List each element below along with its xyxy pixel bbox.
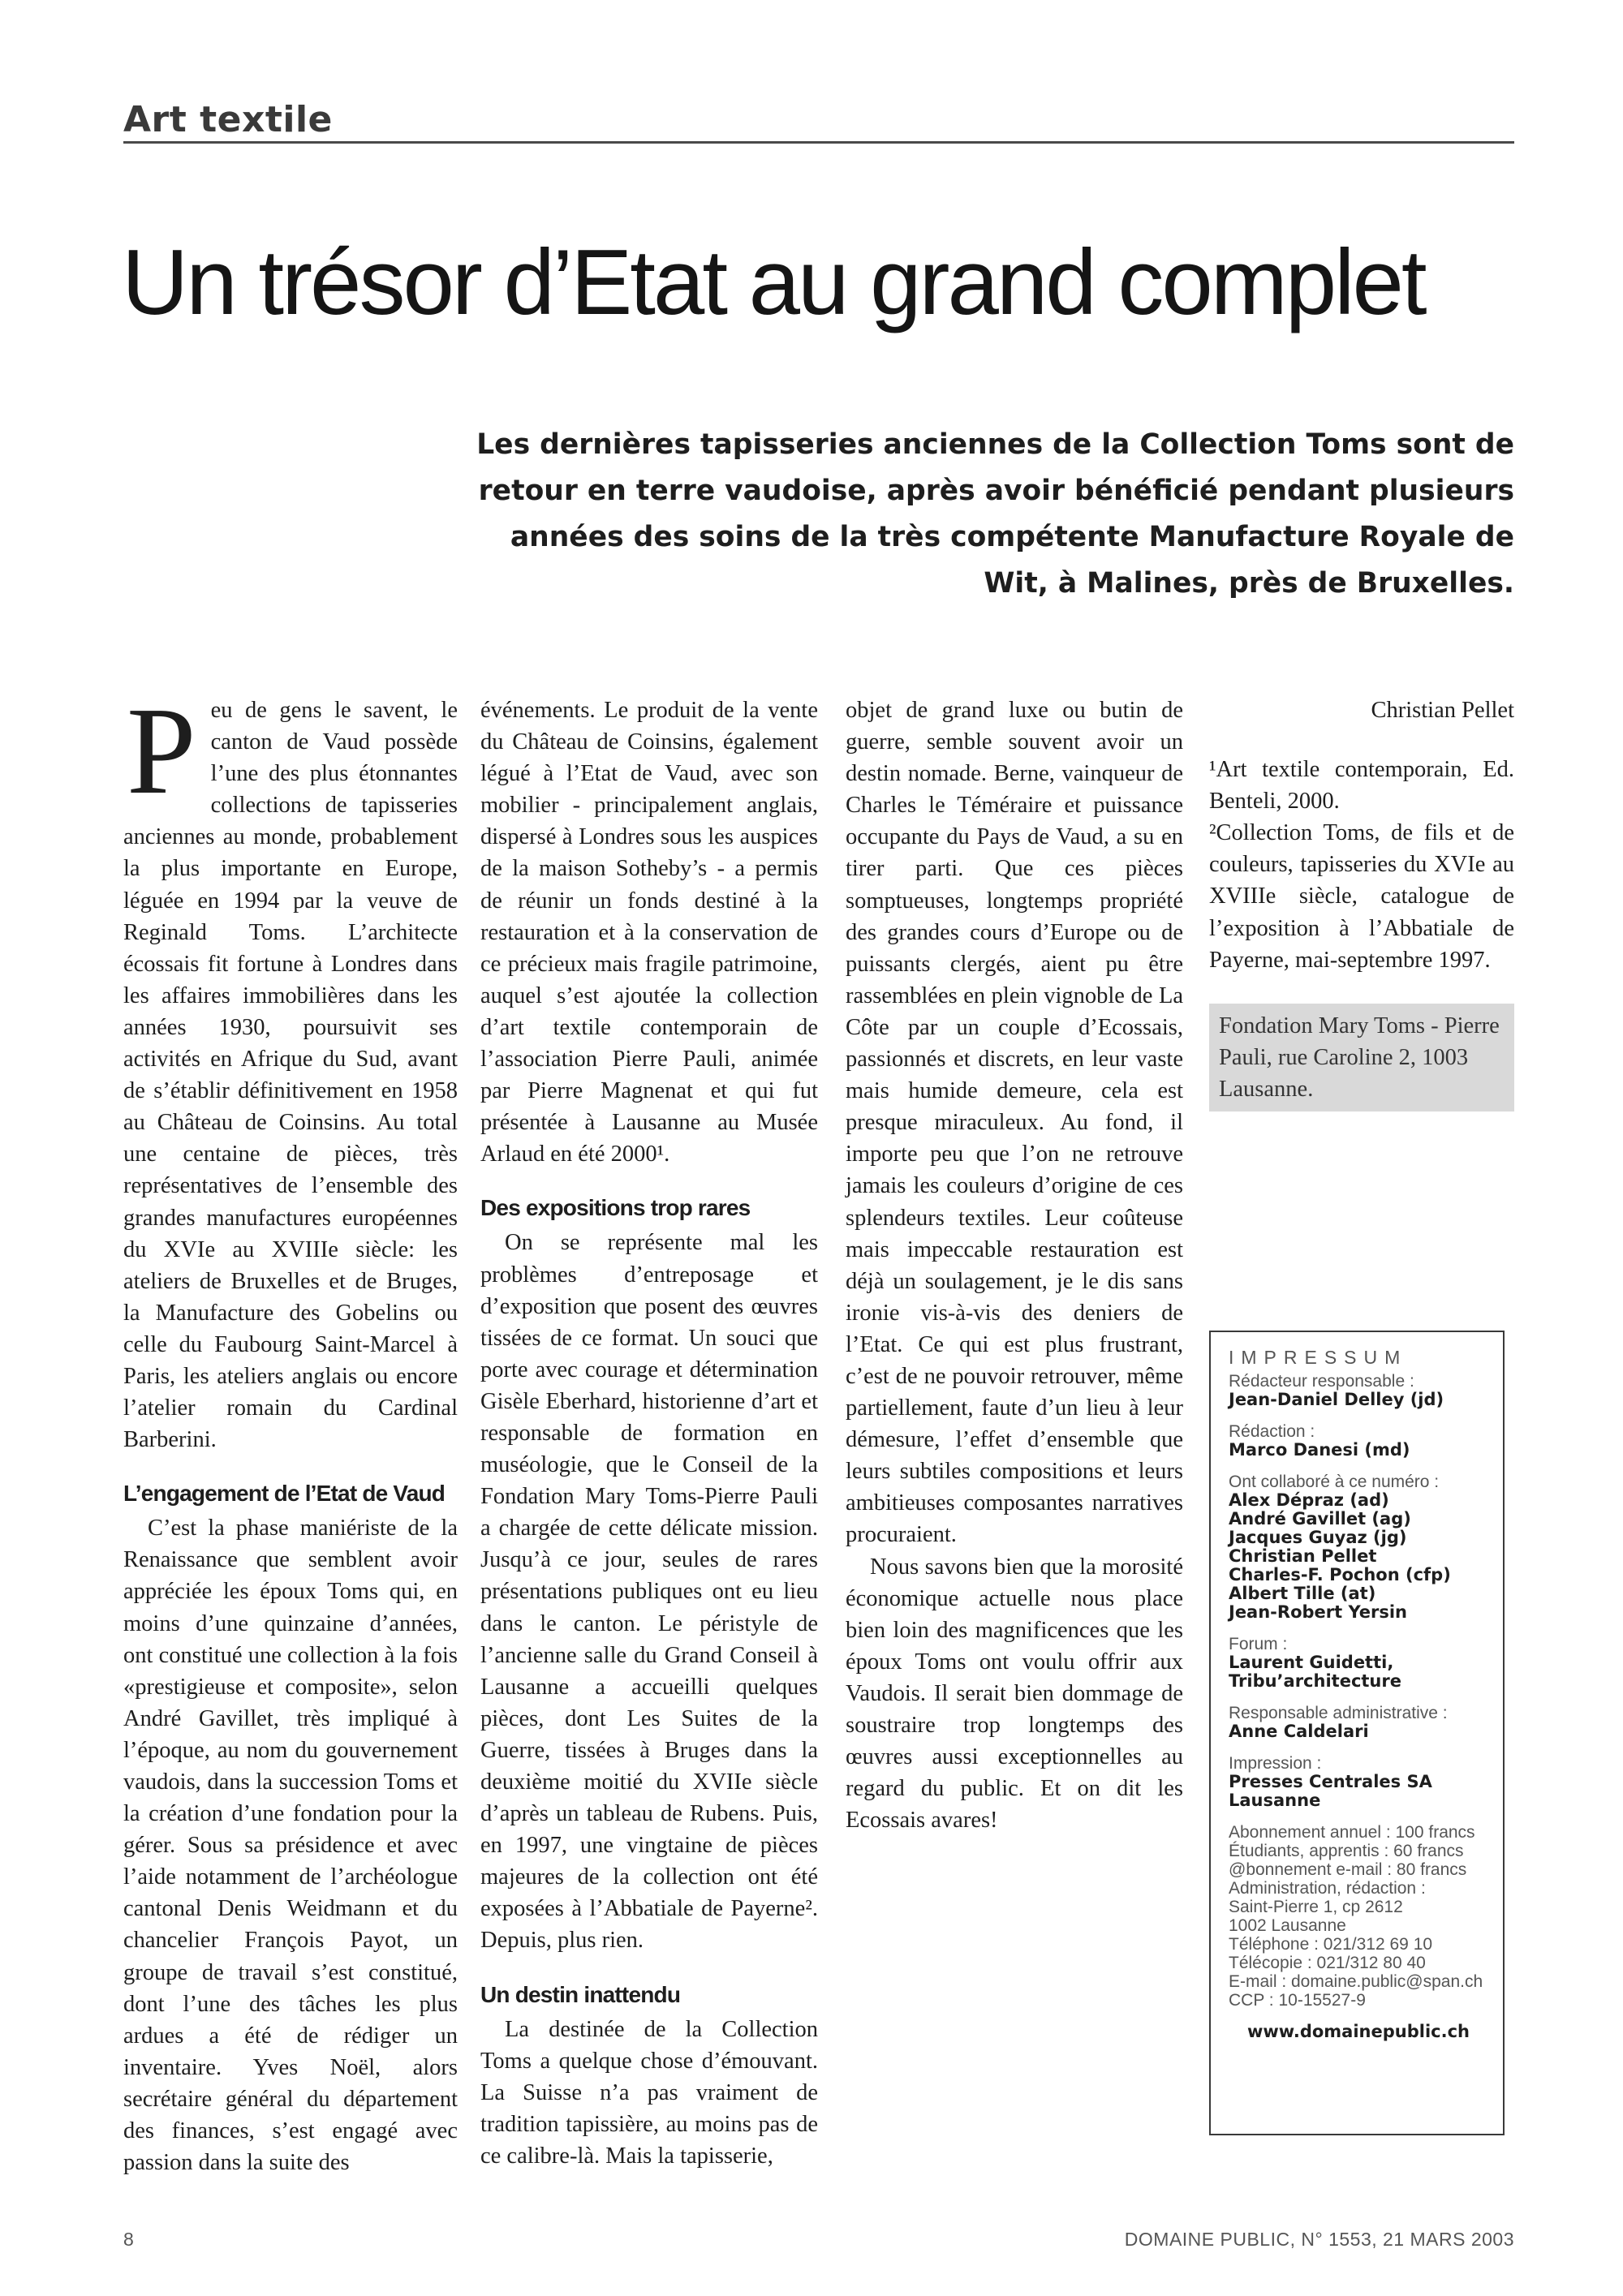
- column-1: [123, 682, 458, 2178]
- page-number: 8: [123, 2229, 134, 2250]
- footnote-2: ²Collection Toms, de fils et de couleurs, tapisseries du XVIe au XVIIIe siècle, catalogue de l’exposition à l’Abbatiale de Payerne, mai-septembre 1997.: [1209, 820, 1514, 973]
- paragraph: Nous savons bien que la morosité économique actuelle nous place bien loin des magnificences que les époux Toms ont voulu offrir aux Vaudois. Il serait bien dommage de soustraire trop longtemps des œuvres aussi exceptionnelles au regard du public. Et on dit les Ecossais avares!: [846, 1554, 1183, 1834]
- paragraph: La destinée de la Collection Toms a quelque chose d’émouvant. La Suisse n’a pas vraiment de tradition tapissière, au moins pas de ce calibre-là. Mais la tapisserie,: [480, 2016, 818, 2169]
- foundation-address: Fondation Mary Toms - Pierre Pauli, rue Caroline 2, 1003 Lausanne.: [1209, 1004, 1514, 1111]
- issue-info: DOMAINE PUBLIC, N° 1553, 21 MARS 2003: [1124, 2229, 1514, 2250]
- subheading: L’engagement de l’Etat de Vaud: [123, 1481, 446, 1507]
- impressum-admin: Responsable administrative : Anne Caldelari: [1229, 1704, 1448, 1741]
- impressum-info: Abonnement annuel : 100 francs Étudiants, apprentis : 60 francs @bonnement e-mail : 80 francs Administration, rédaction : Saint-Pierre 1, cp 2612 1002 Lausanne Téléphone : 021/312 69 10 Télécopie : 021/312 80 40 E-mail : domaine.public@span.ch CCP : 10-15527-9: [1229, 1823, 1483, 2010]
- subheading: Un destin inattendu: [480, 1981, 681, 2007]
- paragraph: objet de grand luxe ou butin de guerre, semble souvent avoir un destin nomade. Berne, vainqueur de Charles le Téméraire et puissance occupante du Pays de Vaud, a su en tirer parti. Que ces pièces somptueuses, longtemps propriété des grandes cours d’Europe ou de puissants clergés, aient pu être rassemblées en plein vignoble de La Côte par un couple d’Ecossais, passionnés et discrets, en leur vaste mais humide demeure, cela est presque miraculeux. Au fond, il importe peu que l’on ne retrouve jamais les couleurs d’origine de ces splendeurs textiles. Leur coûteuse mais impeccable restauration est déjà un soulagement, je le dis sans ironie vis-à-vis des deniers de l’Etat. Ce qui est plus frustrant, c’est de ne pouvoir retrouver, même partiellement, faute d’un lieu à leur démesure, l’effet d’ensemble que leurs subtiles compositions et leurs ambitieuses composantes narratives procuraient.: [846, 698, 1183, 1548]
- impressum-box: [1209, 1331, 1505, 2135]
- section-rubric: Art textile: [123, 99, 333, 140]
- footnote-1: ¹Art textile contemporain, Ed. Benteli, 2000.: [1209, 757, 1514, 815]
- website-link[interactable]: www.domainepublic.ch: [1247, 2022, 1470, 2041]
- footnotes: [1209, 754, 1514, 976]
- impressum-printing: Impression : Presses Centrales SA Lausanne: [1229, 1754, 1432, 1810]
- paragraph: Peu de gens le savent, le canton de Vaud possède l’une des plus étonnantes collections de tapisseries anciennes au monde, probablement la plus importante en Europe, léguée en 1994 par la veuve de Reginald Toms. L’architecte écossais fit fortune à Londres dans les affaires immobilières dans les années 1930, poursuivit ses activités en Afrique du Sud, avant de s’établir définitivement en 1958 au Château de Coinsins. Au total une centaine de pièces, très représentatives de l’ensemble des grandes manufactures européennes du XVIe au XVIIIe siècle: les ateliers de Bruxelles et de Bruges, la Manufacture des Gobelins ou celle du Faubourg Saint-Marcel à Paris, les ateliers anglais ou encore l’atelier romain du Cardinal Barberini.: [123, 682, 458, 1453]
- impressum-forum: Forum : Laurent Guidetti, Tribu’architecture: [1229, 1635, 1401, 1691]
- paragraph: C’est la phase maniériste de la Renaissance que semblent avoir appréciée les époux Toms qui, en moins d’une quinzaine d’années, ont constitué une collection à la fois «prestigieuse et composite», selon André Gavillet, très impliqué à l’époque, au nom du gouvernement vaudois, dans la succession Toms et la création d’une fondation pour la gérer. Sous sa présidence et avec l’aide notamment de l’archéologue cantonal Denis Weidmann et du chancelier François Payot, un groupe de travail s’est constitué, dont l’une des tâches les plus ardues a été de rédiger un inventaire. Yves Noël, alors secrétaire général du département des finances, s’est engagé avec passion dans la suite des: [123, 1516, 458, 2176]
- impressum-title: IMPRESSUM: [1229, 1347, 1408, 1368]
- impressum-redacteur: Rédacteur responsable : Jean-Daniel Delley (jd): [1229, 1372, 1444, 1409]
- column-4: [1209, 694, 1514, 1111]
- paragraph: événements. Le produit de la vente du Château de Coinsins, également légué à l’Etat de Vaud, avec son mobilier - principalement anglais, dispersé à Londres sous les auspices de la maison Sotheby’s - a permis de réunir un fonds destiné à la restauration et à la conservation de ce précieux mais fragile patrimoine, auquel s’est ajoutée la collection d’art textile contemporain de l’association Pierre Pauli, animée par Pierre Magnenat et qui fut présentée à Lausanne au Musée Arlaud en été 2000¹.: [480, 698, 818, 1167]
- article-title: Un trésor d’Etat au grand complet: [122, 231, 1425, 334]
- column-2: [480, 694, 818, 2172]
- article-lead: Les dernières tapisseries anciennes de la Collection Toms sont de retour en terre vaudoise, après avoir bénéficié pendant plusieurs années des soins de la très compétente Manufacture Royale de Wit, à Malines, près de Bruxelles.: [476, 428, 1514, 600]
- column-3: [846, 694, 1183, 1836]
- drop-cap: P: [127, 682, 196, 820]
- impressum-redaction: Rédaction : Marco Danesi (md): [1229, 1422, 1410, 1460]
- subheading: Des expositions trop rares: [480, 1195, 751, 1221]
- paragraph: On se représente mal les problèmes d’entreposage et d’exposition que posent des œuvres tissées de ce format. Un souci que porte avec courage et détermination Gisèle Eberhard, historienne d’art et responsable de formation en muséologie, que le Conseil de la Fondation Mary Toms-Pierre Pauli a chargée de cette délicate mission. Jusqu’à ce jour, seules de rares présentations publiques ont eu lieu dans le canton. Le péristyle de l’ancienne salle du Grand Conseil à Lausanne a accueilli quelques pièces, dont Les Suites de la Guerre, tissées à Bruges dans la deuxième moitié du XVIIe siècle d’après un tableau de Rubens. Puis, en 1997, une vingtaine de pièces majeures de la collection ont été exposées à l’Abbatiale de Payerne². Depuis, plus rien.: [480, 1230, 818, 1954]
- article-author: Christian Pellet: [1371, 698, 1514, 723]
- impressum-collaborators: Ont collaboré à ce numéro : Alex Dépraz (ad) André Gavillet (ag) Jacques Guyaz (jg) Christian Pellet Charles-F. Pochon (cfp) Albert Tille (at) Jean-Robert Yersin: [1229, 1473, 1451, 1622]
- header-rule: [123, 141, 1514, 144]
